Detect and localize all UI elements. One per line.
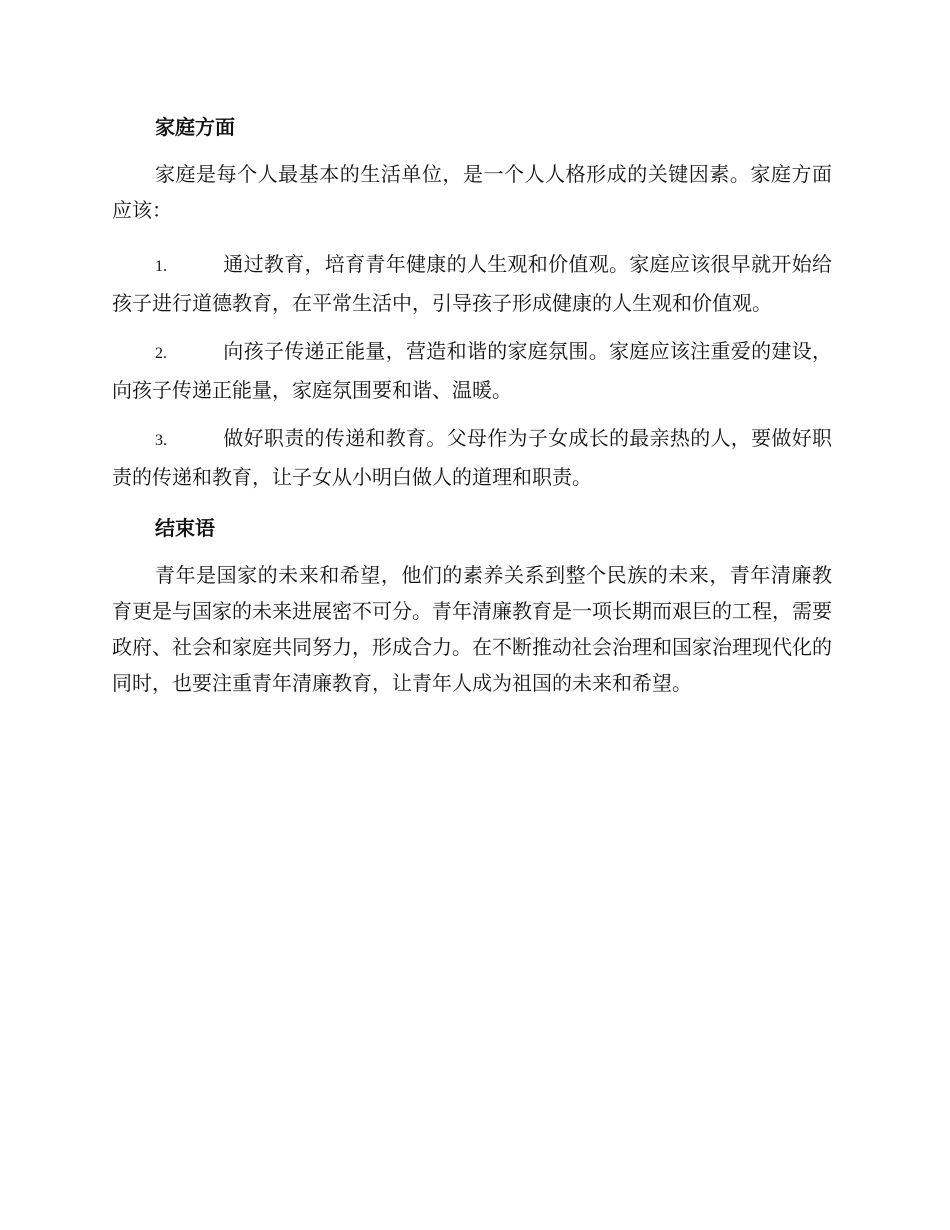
list-item-number: 2.: [155, 345, 167, 362]
document-page: [112, 106, 832, 719]
section-heading-conclusion: 结束语: [155, 516, 215, 540]
list-item: [112, 333, 832, 408]
list-item: [112, 420, 832, 495]
list-item-text: 向孩子传递正能量，营造和谐的家庭氛围。家庭应该注重爱的建设，向孩子传递正能量，家庭氛围要和谐、温暖。: [112, 339, 832, 402]
list-item-number: 1.: [155, 258, 167, 275]
conclusion-paragraph: 青年是国家的未来和希望，他们的素养关系到整个民族的未来，青年清廉教育更是与国家的未来进展密不可分。青年清廉教育是一项长期而艰巨的工程，需要政府、社会和家庭共同努力，形成合力。在不断推动社会治理和国家治理现代化的同时，也要注重青年清廉教育，让青年人成为祖国的未来和希望。: [112, 563, 832, 695]
list-item-number: 3.: [155, 432, 167, 449]
list-item-text: 做好职责的传递和教育。父母作为子女成长的最亲热的人，要做好职责的传递和教育，让子女从小明白做人的道理和职责。: [112, 426, 832, 489]
family-intro-paragraph: 家庭是每个人最基本的生活单位，是一个人人格形成的关键因素。家庭方面应该：: [112, 162, 832, 222]
list-item-text: 通过教育，培育青年健康的人生观和价值观。家庭应该很早就开始给孩子进行道德教育，在平常生活中，引导孩子形成健康的人生观和价值观。: [112, 252, 832, 315]
list-item: [112, 246, 832, 321]
section-heading-family: 家庭方面: [155, 115, 235, 139]
